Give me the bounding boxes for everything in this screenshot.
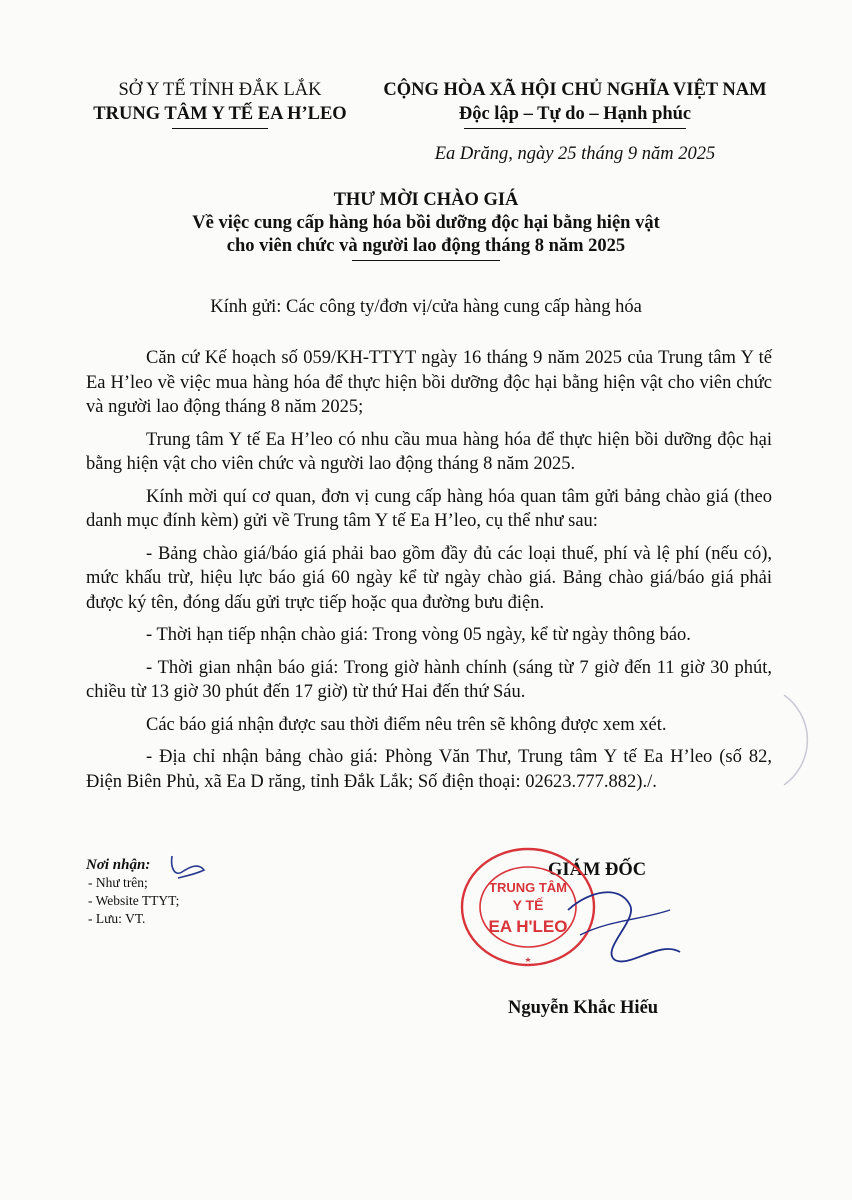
paragraph: Kính mời quí cơ quan, đơn vị cung cấp hàng hóa quan tâm gửi bảng chào giá (theo danh mục đính kèm) gửi về Trung tâm Y tế Ea H’leo, cụ thể như sau:: [86, 486, 772, 531]
title-subtitle-2: cho viên chức và người lao động tháng 8 năm 2025: [226, 236, 626, 256]
stamp-text-2: Y TẾ: [512, 897, 544, 913]
motto: Độc lập – Tự do – Hạnh phúc: [458, 104, 692, 124]
paragraph: - Bảng chào giá/báo giá phải bao gồm đầy đủ các loại thuế, phí và lệ phí (nếu có), mức khấu trừ, hiệu lực báo giá 60 ngày kể từ ngày chào giá. Bảng chào giá/báo giá phải được ký tên, đóng dấu gửi trực tiếp hoặc qua đường bưu điện.: [86, 543, 772, 613]
org-name: TRUNG TÂM Y TẾ EA H’LEO: [93, 104, 347, 124]
national-motto: [370, 78, 780, 129]
paragraph: - Thời hạn tiếp nhận chào giá: Trong vòng 05 ngày, kể từ ngày thông báo.: [146, 625, 691, 645]
initial-mark: [168, 852, 208, 882]
paragraph: - Thời gian nhận báo giá: Trong giờ hành chính (sáng từ 7 giờ đến 11 giờ 30 phút, chiều từ 13 giờ 30 phút đến 17 giờ) từ thứ Hai đến thứ Sáu.: [86, 657, 772, 702]
paragraph: Các báo giá nhận được sau thời điểm nêu trên sẽ không được xem xét.: [146, 714, 667, 735]
country-name: CỘNG HÒA XÃ HỘI CHỦ NGHĨA VIỆT NAM: [383, 80, 767, 100]
letter-body: [86, 346, 772, 802]
stamp-text-1: TRUNG TÂM: [489, 880, 567, 895]
title-main: THƯ MỜI CHÀO GIÁ: [333, 190, 519, 210]
paragraph: Trung tâm Y tế Ea H’leo có nhu cầu mua hàng hóa để thực hiện bồi dưỡng độc hại bằng hiện vật cho viên chức và người lao động tháng 8 năm 2025.: [86, 429, 772, 474]
recipient-item: - Website TTYT;: [88, 893, 180, 908]
stamp-text-3: EA H'LEO: [488, 917, 568, 936]
issuing-org: [60, 78, 380, 129]
handwritten-signature: [560, 880, 690, 970]
motto-underline: [464, 128, 686, 129]
recipient-item: - Lưu: VT.: [88, 911, 146, 926]
date-line: Ea Drăng, ngày 25 tháng 9 năm 2025: [434, 144, 716, 164]
signature-title: GIÁM ĐỐC: [548, 860, 647, 880]
document-title: [100, 189, 752, 261]
title-underline: [352, 260, 500, 261]
paragraph: Căn cứ Kế hoạch số 059/KH-TTYT ngày 16 tháng 9 năm 2025 của Trung tâm Y tế Ea H’leo về việc mua hàng hóa để thực hiện bồi dưỡng độc hại bằng hiện vật cho viên chức và người lao động tháng 8 năm 2025;: [86, 348, 772, 417]
paragraph: - Địa chỉ nhận bảng chào giá: Phòng Văn Thư, Trung tâm Y tế Ea H’leo (số 82, Điện Biên Phủ, xã Ea D răng, tỉnh Đắk Lắk; Số điện thoại: 02623.777.882)./.: [86, 747, 772, 792]
org-parent: SỞ Y TẾ TỈNH ĐẮK LẮK: [118, 80, 322, 100]
signer-name: Nguyễn Khắc Hiếu: [508, 998, 659, 1018]
watermark-ghost: [774, 690, 844, 790]
recipient-item: - Như trên;: [88, 875, 148, 890]
recipients: [86, 856, 346, 928]
greeting: Kính gửi: Các công ty/đơn vị/cửa hàng cung cấp hàng hóa: [210, 297, 642, 317]
org-underline: [172, 128, 268, 129]
recipients-title: Nơi nhận:: [86, 857, 151, 873]
title-subtitle-1: Về việc cung cấp hàng hóa bồi dưỡng độc hại bằng hiện vật: [192, 213, 660, 233]
